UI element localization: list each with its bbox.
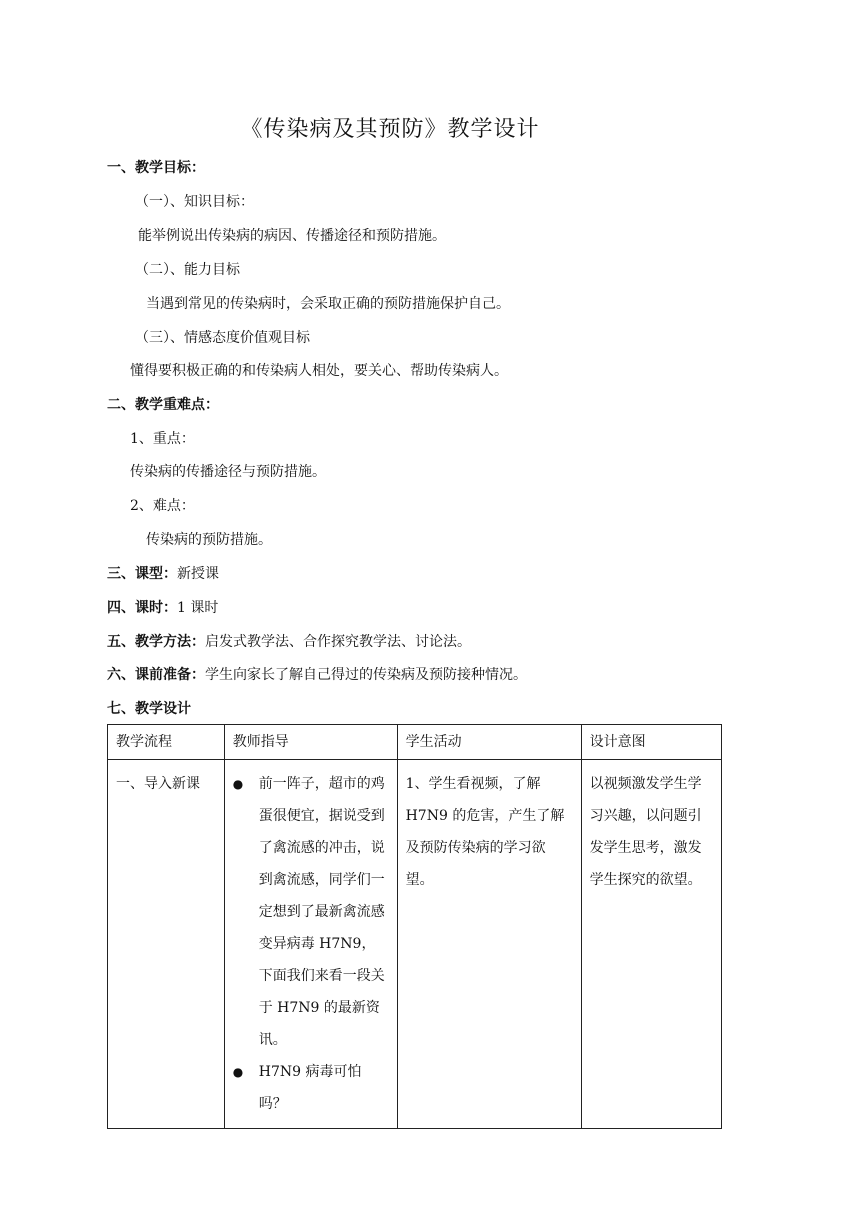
design-intent-cell: 以视频激发学生学习兴趣，以问题引发学生思考，激发学生探究的欲望。 — [581, 760, 721, 1129]
section-4-class-hours: 四、课时：1 课时 — [107, 600, 219, 616]
difficulty-label: 2、难点： — [130, 498, 195, 514]
knowledge-goal-label: （一）、知识目标： — [135, 194, 254, 210]
teaching-design-table — [107, 724, 722, 1129]
key-point-text: 传染病的传播途径与预防措施。 — [130, 464, 326, 480]
emotion-goal-text: 懂得要积极正确的和传染病人相处，要关心、帮助传染病人。 — [130, 363, 508, 379]
student-activity-cell: 1、学生看视频，了解 H7N9 的危害，产生了解及预防传染病的学习欲望。 — [397, 760, 581, 1129]
section-1-heading: 一、教学目标： — [107, 160, 205, 176]
ability-goal-text: 当遇到常见的传染病时，会采取正确的预防措施保护自己。 — [146, 296, 510, 312]
header-student-activity: 学生活动 — [397, 725, 581, 760]
teacher-bullet-item — [233, 1056, 389, 1120]
section-3-course-type: 三、课型：新授课 — [107, 566, 219, 582]
section-2-heading: 二、教学重难点： — [107, 397, 219, 413]
key-point-label: 1、重点： — [130, 431, 195, 447]
table-row — [108, 760, 722, 1129]
emotion-goal-label: （三）、情感态度价值观目标 — [135, 330, 310, 346]
document-title: 《传染病及其预防》教学设计 — [240, 117, 540, 142]
section-6-preparation: 六、课前准备：学生向家长了解自己得过的传染病及预防接种情况。 — [107, 667, 527, 683]
header-process: 教学流程 — [108, 725, 225, 760]
knowledge-goal-text: 能举例说出传染病的病因、传播途径和预防措施。 — [138, 228, 446, 244]
section-7-heading: 七、教学设计 — [107, 701, 191, 717]
header-teacher-guidance: 教师指导 — [224, 725, 397, 760]
teacher-guidance-cell — [224, 760, 397, 1129]
bullet-icon: ● — [232, 1065, 244, 1079]
header-design-intent: 设计意图 — [581, 725, 721, 760]
difficulty-text: 传染病的预防措施。 — [146, 532, 272, 548]
ability-goal-label: （二）、能力目标 — [135, 262, 240, 278]
teacher-guidance-text: 前一阵子，超市的鸡蛋很便宜，据说受到了禽流感的冲击，说到禽流感，同学们一定想到了最新禽流感变异病毒 H7N9，下面我们来看一段关于 H7N9 的最新资讯。 — [258, 776, 385, 1048]
section-5-methods: 五、教学方法：启发式教学法、合作探究教学法、讨论法。 — [107, 634, 471, 650]
table-header-row — [108, 725, 722, 760]
stage-cell: 一、导入新课 — [108, 760, 225, 1129]
teacher-question-text: H7N9 病毒可怕吗？ — [258, 1064, 362, 1112]
teacher-bullet-item — [233, 768, 389, 1056]
bullet-icon: ● — [232, 777, 244, 791]
